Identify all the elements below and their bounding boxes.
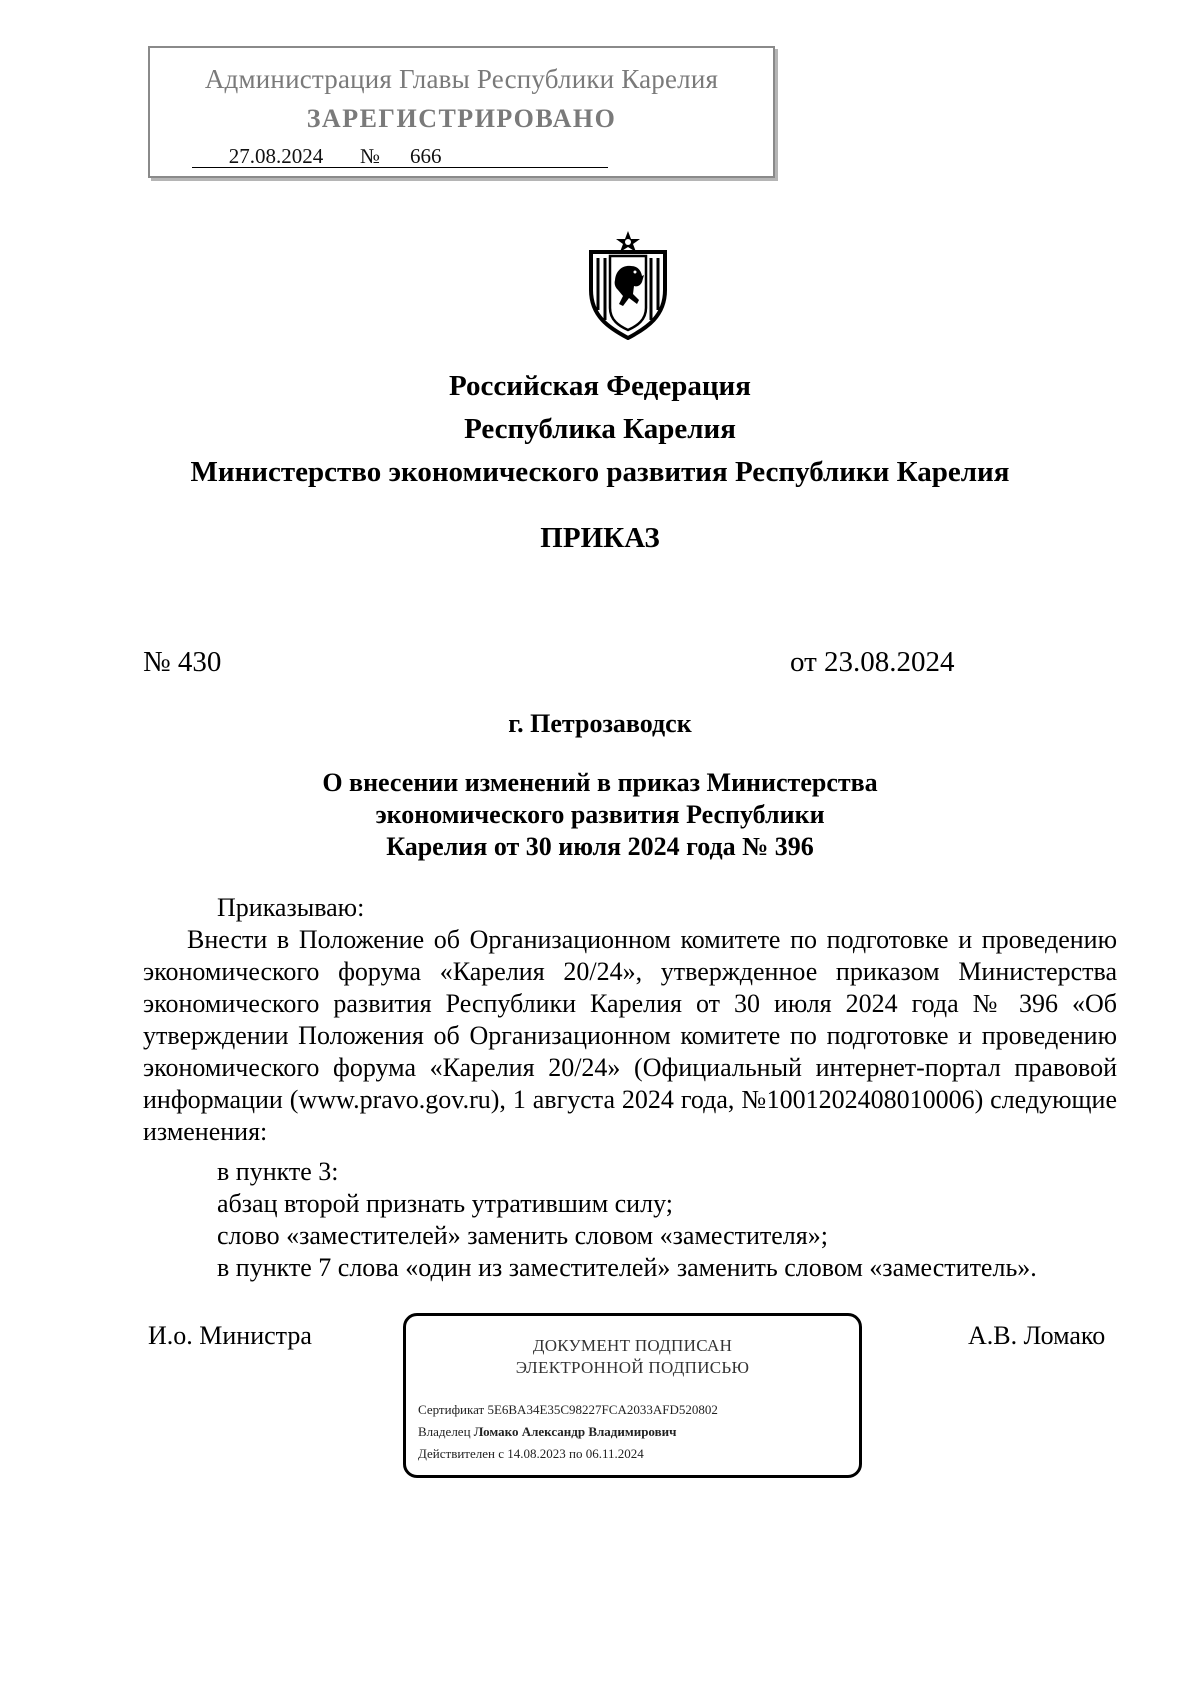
esign-title-2: ЭЛЕКТРОННОЙ ПОДПИСЬЮ [515, 1358, 750, 1377]
certificate-value: 5E6BA34E35C98227FCA2033AFD520802 [487, 1402, 718, 1417]
body-intro: Приказываю: [217, 893, 365, 922]
stamp-number: 666 [380, 145, 608, 168]
change-item: в пункте 3: [217, 1157, 339, 1186]
karelia-coat-of-arms-icon [585, 230, 671, 340]
valid-label: Действителен [418, 1446, 495, 1461]
document-type: ПРИКАЗ [540, 522, 660, 554]
esign-certificate [418, 1402, 718, 1418]
stamp-authority: Администрация Главы Республики Карелия [204, 64, 719, 94]
city: г. Петрозаводск [508, 709, 692, 738]
change-item: абзац второй признать утратившим силу; [217, 1189, 673, 1218]
subject-line-2: экономического развития Республики [375, 800, 825, 829]
valid-to-label: по [569, 1446, 583, 1461]
header-country: Российская Федерация [449, 370, 751, 402]
esign-validity [418, 1446, 644, 1462]
signatory-name: А.В. Ломако [968, 1321, 1106, 1350]
valid-from-label: с [498, 1446, 504, 1461]
subject-line-1: О внесении изменений в приказ Министерства [322, 768, 878, 797]
signatory-position: И.о. Министра [148, 1321, 312, 1350]
body-paragraph: Внести в Положение об Организационном комитете по подготовке и проведению экономического форума «Карелия 20/24», утвержденное приказом Министерства экономического развития Республики Карелия от 30 июля 2024 года № 396 «Об утверждении Положения об Организационном комитете по подготовке и проведению экономического форума «Карелия 20/24» (Официальный интернет-портал правовой информации (www.pravo.gov.ru), 1 августа 2024 года, №1001202408010006) следующие изменения: [143, 925, 1117, 1146]
owner-value: Ломако Александр Владимирович [473, 1424, 677, 1439]
valid-to: 06.11.2024 [585, 1446, 644, 1461]
owner-label: Владелец [418, 1424, 471, 1439]
stamp-date: 27.08.2024 [192, 145, 360, 168]
order-number: № 430 [143, 646, 222, 678]
valid-from: 14.08.2023 [507, 1446, 566, 1461]
registration-stamp [148, 46, 775, 178]
stamp-number-label: № [360, 144, 381, 168]
change-item: слово «заместителей» заменить словом «заместителя»; [217, 1221, 828, 1250]
stamp-registration-line [192, 144, 608, 169]
electronic-signature-stamp [403, 1313, 862, 1478]
order-date: от 23.08.2024 [790, 646, 955, 678]
header-ministry: Министерство экономического развития Республики Карелия [190, 456, 1010, 488]
subject-line-3: Карелия от 30 июля 2024 года № 396 [386, 832, 814, 861]
stamp-registered-label: ЗАРЕГИСТРИРОВАНО [306, 104, 617, 133]
header-republic: Республика Карелия [464, 413, 736, 445]
change-item: в пункте 7 слова «один из заместителей» заменить словом «заместитель». [217, 1253, 1037, 1282]
esign-title-1: ДОКУМЕНТ ПОДПИСАН [532, 1336, 733, 1355]
certificate-label: Сертификат [418, 1402, 485, 1417]
esign-owner [418, 1424, 676, 1440]
